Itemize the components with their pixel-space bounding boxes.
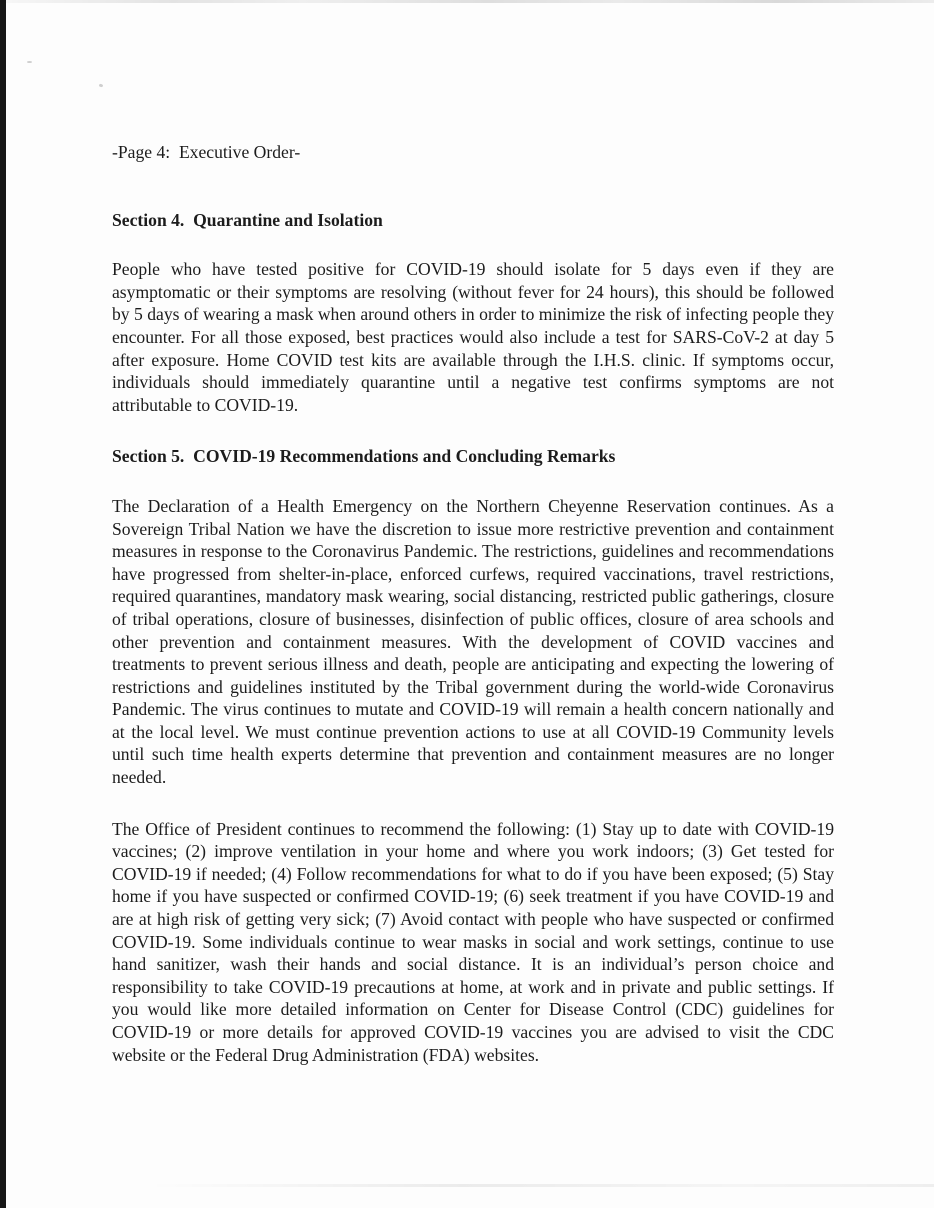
section-5-paragraph-1: The Declaration of a Health Emergency on the Northern Cheyenne Reservation continues. As a Sovereign Tribal Nation we have the discretion to issue more restrictive prevention and containment measures in response to the Coronavirus Pandemic. The restrictions, guidelines and recommendations have progressed from shelter-in-place, enforced curfews, required vaccinations, travel restrictions, required quarantines, mandatory mask wearing, social distancing, restricted public gatherings, closure of tribal operations, closure of businesses, disinfection of public offices, closure of area schools and other prevention and containment measures. With the development of COVID vaccines and treatments to prevent serious illness and death, people are anticipating and expecting the lowering of restrictions and guidelines instituted by the Tribal government during the world-wide Coronavirus Pandemic. The virus continues to mutate and COVID-19 will remain a health concern nationally and at the local level. We must continue prevention actions to use at all COVID-19 Community levels until such time health experts determine that prevention and containment measures are no longer needed.	[112, 495, 834, 788]
page-header: -Page 4: Executive Order-	[112, 142, 301, 162]
section-5-heading: Section 5. COVID-19 Recommendations and Concluding Remarks	[112, 446, 616, 467]
section-5-paragraph-2: The Office of President continues to recommend the following: (1) Stay up to date with COVID-19 vaccines; (2) improve ventilation in your home and where you work indoors; (3) Get tested for COVID-19 if needed; (4) Follow recommendations for what to do if you have been exposed; (5) Stay home if you have suspected or confirmed COVID-19; (6) seek treatment if you have COVID-19 and are at high risk of getting very sick; (7) Avoid contact with people who have suspected or confirmed COVID-19. Some individuals continue to wear masks in social and work settings, continue to use hand sanitizer, wash their hands and social distance. It is an individual’s person choice and responsibility to take COVID-19 precautions at home, at work and in private and public settings. If you would like more detailed information on Center for Disease Control (CDC) guidelines for COVID-19 or more details for approved COVID-19 vaccines you are advised to visit the CDC website or the Federal Drug Administration (FDA) websites.	[112, 818, 834, 1065]
scan-edge-left-bar	[0, 0, 6, 1208]
scan-speck	[99, 83, 104, 87]
scan-edge-top-strip	[6, 0, 934, 3]
scan-bottom-smudge	[148, 1184, 934, 1187]
scan-speck	[27, 61, 32, 63]
document-content	[112, 141, 834, 1095]
section-4-heading: Section 4. Quarantine and Isolation	[112, 209, 383, 230]
section-4-paragraph-1: People who have tested positive for COVID-19 should isolate for 5 days even if they are asymptomatic or their symptoms are resolving (without fever for 24 hours), this should be followed by 5 days of wearing a mask when around others in order to minimize the risk of infecting people they encounter. For all those exposed, best practices would also include a test for SARS-CoV-2 at day 5 after exposure. Home COVID test kits are available through the I.H.S. clinic. If symptoms occur, individuals should immediately quarantine until a negative test confirms symptoms are not attributable to COVID-19.	[112, 259, 834, 415]
